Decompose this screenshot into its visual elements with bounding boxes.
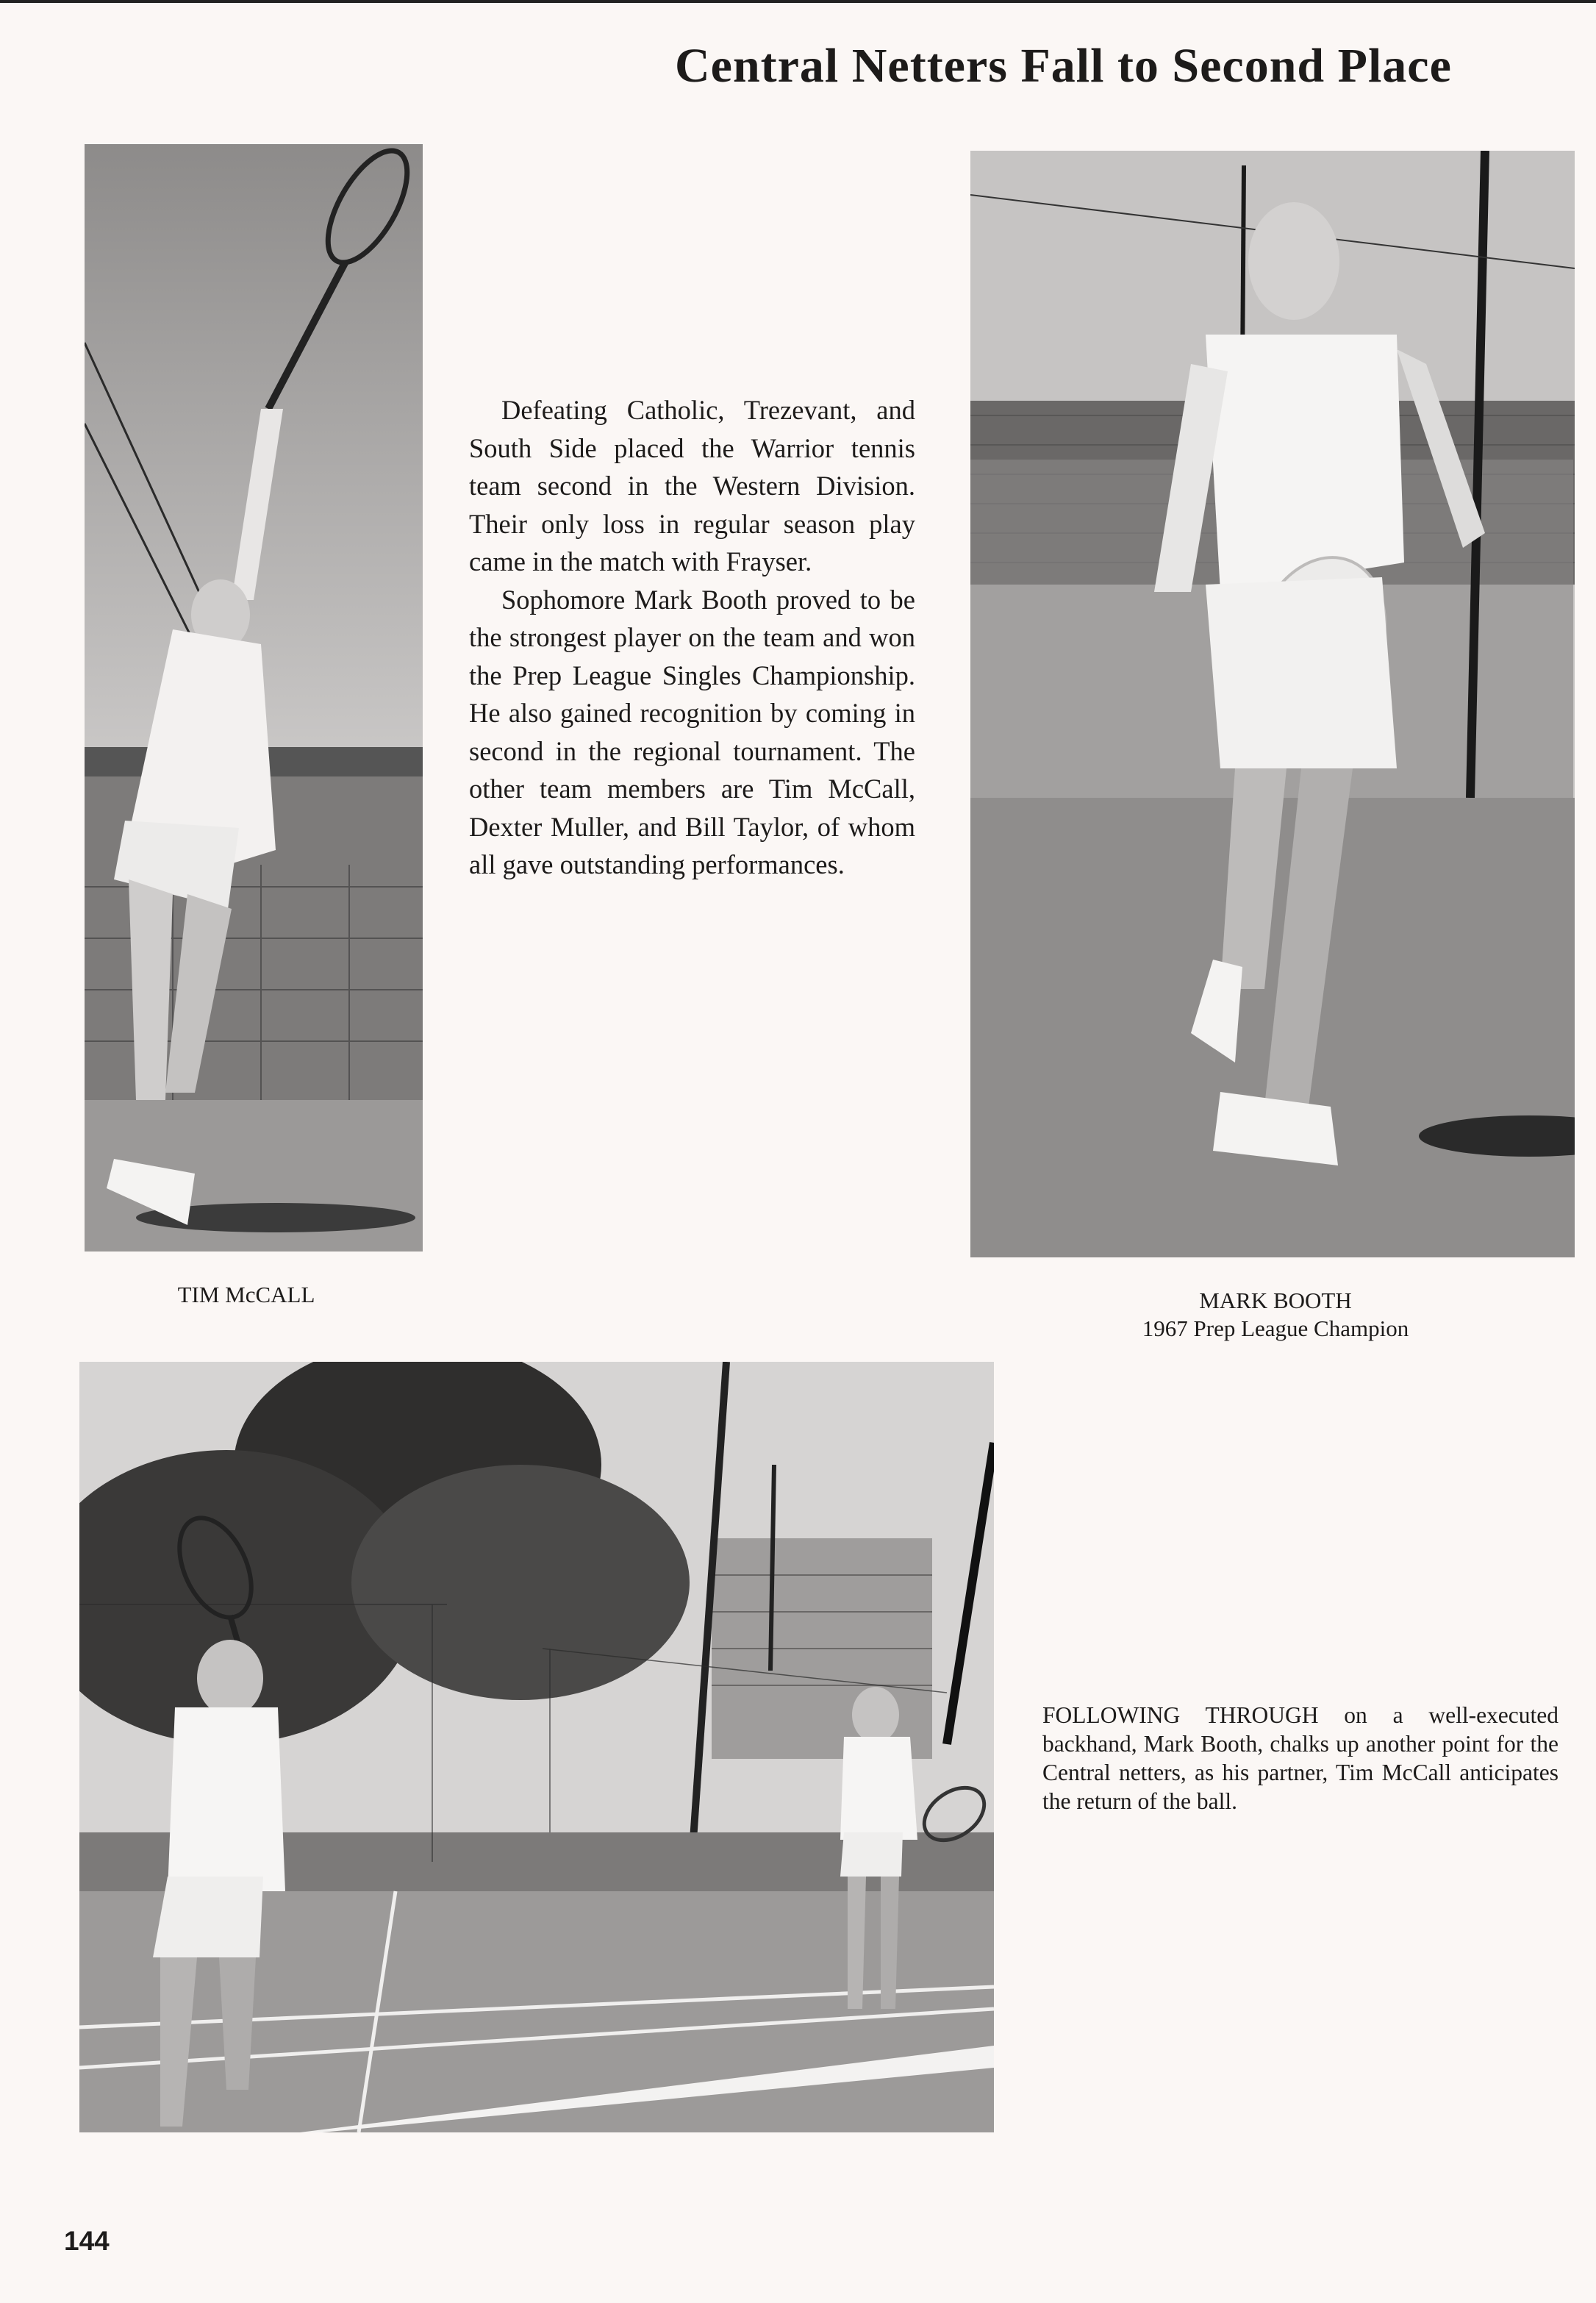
photo-tim-mccall-image	[85, 144, 423, 1252]
page-title: Central Netters Fall to Second Place	[675, 39, 1452, 93]
caption-doubles-text: on a well-executed backhand, Mark Booth, chalks up another point for the Central netters, as his partner, Tim McCall anticipates the return of the ball.	[1042, 1702, 1559, 1814]
article-body	[469, 391, 915, 884]
caption-mark-booth-title: 1967 Prep League Champion	[1142, 1315, 1409, 1341]
article-paragraph: Defeating Catholic, Trezevant, and South Side placed the Warrior tennis team second in the Western Division. Their only loss in regular season play came in the match with Frayser.	[469, 395, 915, 576]
photo-doubles-match	[79, 1362, 994, 2132]
photo-mark-booth	[970, 151, 1575, 1257]
top-rule	[0, 0, 1596, 3]
caption-mark-booth-name: MARK BOOTH	[1199, 1288, 1352, 1313]
article-paragraph: Sophomore Mark Booth proved to be the strongest player on the team and won the Prep League Singles Championship. He also gained recognition by coming in second in the regional tournament. The other team members are Tim McCall, Dexter Muller, and Bill Taylor, of whom all gave outstanding performances.	[469, 584, 915, 879]
photo-doubles-match-image	[79, 1362, 994, 2132]
caption-doubles-match	[1042, 1701, 1559, 1815]
caption-doubles-lead: FOLLOWING THROUGH	[1042, 1702, 1319, 1728]
page-number: 144	[64, 2226, 110, 2256]
photo-tim-mccall	[85, 144, 423, 1252]
photo-mark-booth-image	[970, 151, 1575, 1257]
caption-mark-booth	[1066, 1287, 1485, 1343]
caption-tim-mccall: TIM McCALL	[177, 1282, 315, 1307]
